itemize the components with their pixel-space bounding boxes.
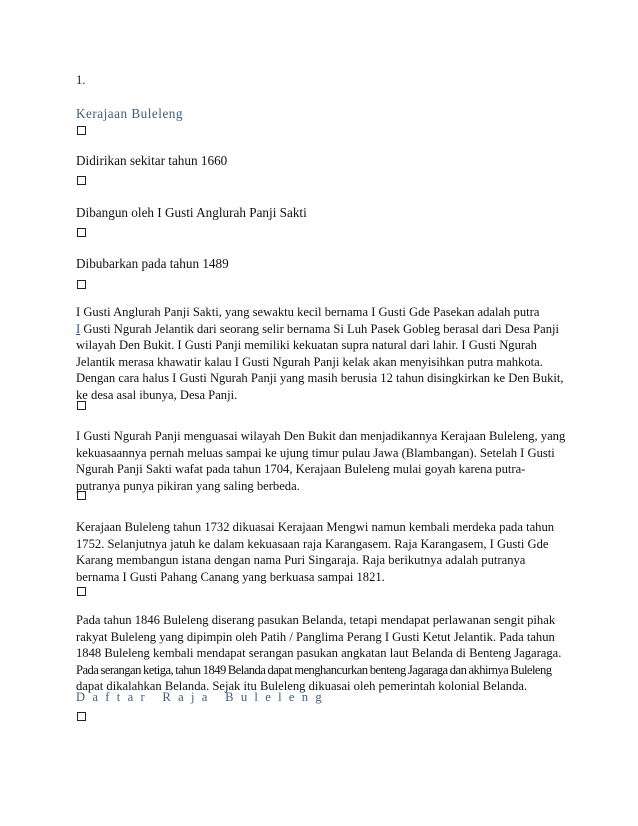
section-heading: Kerajaan Buleleng <box>76 106 183 121</box>
paragraph-line: wilayah Den Bukit. I Gusti Panji memiliki kekuatan supra natural dari lahir. I Gusti Ngurah <box>76 338 537 352</box>
paragraph-line: dapat dikalahkan Belanda. Sejak itu Buleleng dikuasai oleh pemerintah kolonial Belanda. <box>76 679 528 693</box>
paragraph-line: putranya punya pikiran yang saling berbeda. <box>76 478 300 493</box>
paragraph-line: rakyat Buleleng yang dipimpin oleh Patih / Panglima Perang I Gusti Ketut Jelantik. Pada tahun <box>76 629 555 644</box>
checkbox-icon <box>77 126 86 135</box>
checkbox-icon <box>77 401 86 410</box>
paragraph-line: bernama I Gusti Pahang Canang yang berkuasa sampai 1821. <box>76 569 385 584</box>
paragraph-line: Karang membangun istana dengan nama Puri Singaraja. Raja berikutnya adalah putranya <box>76 553 526 567</box>
fact-dissolved: Dibubarkan pada tahun 1489 <box>76 256 229 271</box>
inline-link[interactable]: I <box>76 321 81 336</box>
checkbox-icon <box>77 712 86 721</box>
checkbox-icon <box>77 280 86 289</box>
paragraph-expansion <box>76 428 576 494</box>
paragraph-line <box>76 321 576 338</box>
subheading: Daftar Raja Buleleng <box>76 690 330 704</box>
paragraph-line: 1752. Selanjutnya jatuh ke dalam kekuasaan raja Karangasem. Raja Karangasem, I Gusti Gde <box>76 536 549 551</box>
fact-built-by: Dibangun oleh I Gusti Anglurah Panji Sakti <box>76 205 307 220</box>
paragraph-line: Pada serangan ketiga, tahun 1849 Belanda dapat menghancurkan benteng Jagaraga dan akhirnya Buleleng <box>76 662 552 677</box>
paragraph-line: I Gusti Anglurah Panji Sakti, yang sewaktu kecil bernama I Gusti Gde Pasekan adalah putra <box>76 305 540 319</box>
paragraph-line: Pada tahun 1846 Buleleng diserang pasukan Belanda, tetapi mendapat perlawanan sengit pihak <box>76 613 556 627</box>
paragraph-line: I Gusti Ngurah Panji menguasai wilayah Den Bukit dan menjadikannya Kerajaan Buleleng, yang <box>76 429 566 443</box>
paragraph-line: Ngurah Panji Sakti wafat pada tahun 1704, Kerajaan Buleleng mulai goyah karena putra- <box>76 462 526 476</box>
paragraph-line: kekuasaannya pernah meluas sampai ke ujung timur pulau Jawa (Blambangan). Setelah I Gusti <box>76 445 555 460</box>
paragraph-origin <box>76 304 576 403</box>
checkbox-icon <box>77 491 86 500</box>
paragraph-dutch <box>76 612 576 695</box>
paragraph-line: ke desa asal ibunya, Desa Panji. <box>76 387 238 402</box>
checkbox-icon <box>77 228 86 237</box>
paragraph-line: 1848 Buleleng kembali mendapat serangan pasukan angkatan laut Belanda di Benteng Jagaraga. <box>76 646 562 660</box>
paragraph-line: Jelantik merasa khawatir kalau I Gusti Ngurah Panji kelak akan menyisihkan putra mahkota. <box>76 354 543 369</box>
paragraph-karangasem <box>76 519 576 585</box>
checkbox-icon <box>77 587 86 596</box>
list-number: 1. <box>76 73 86 87</box>
fact-founded: Didirikan sekitar tahun 1660 <box>76 153 228 168</box>
paragraph-line: Kerajaan Buleleng tahun 1732 dikuasai Kerajaan Mengwi namun kembali merdeka pada tahun <box>76 520 555 534</box>
checkbox-icon <box>77 176 86 185</box>
paragraph-line-text: Gusti Ngurah Jelantik dari seorang selir bernama Si Luh Pasek Gobleg berasal dari Desa Panji <box>83 321 559 336</box>
paragraph-line: Dengan cara halus I Gusti Ngurah Panji yang masih berusia 12 tahun disingkirkan ke Den Bukit, <box>76 371 564 385</box>
